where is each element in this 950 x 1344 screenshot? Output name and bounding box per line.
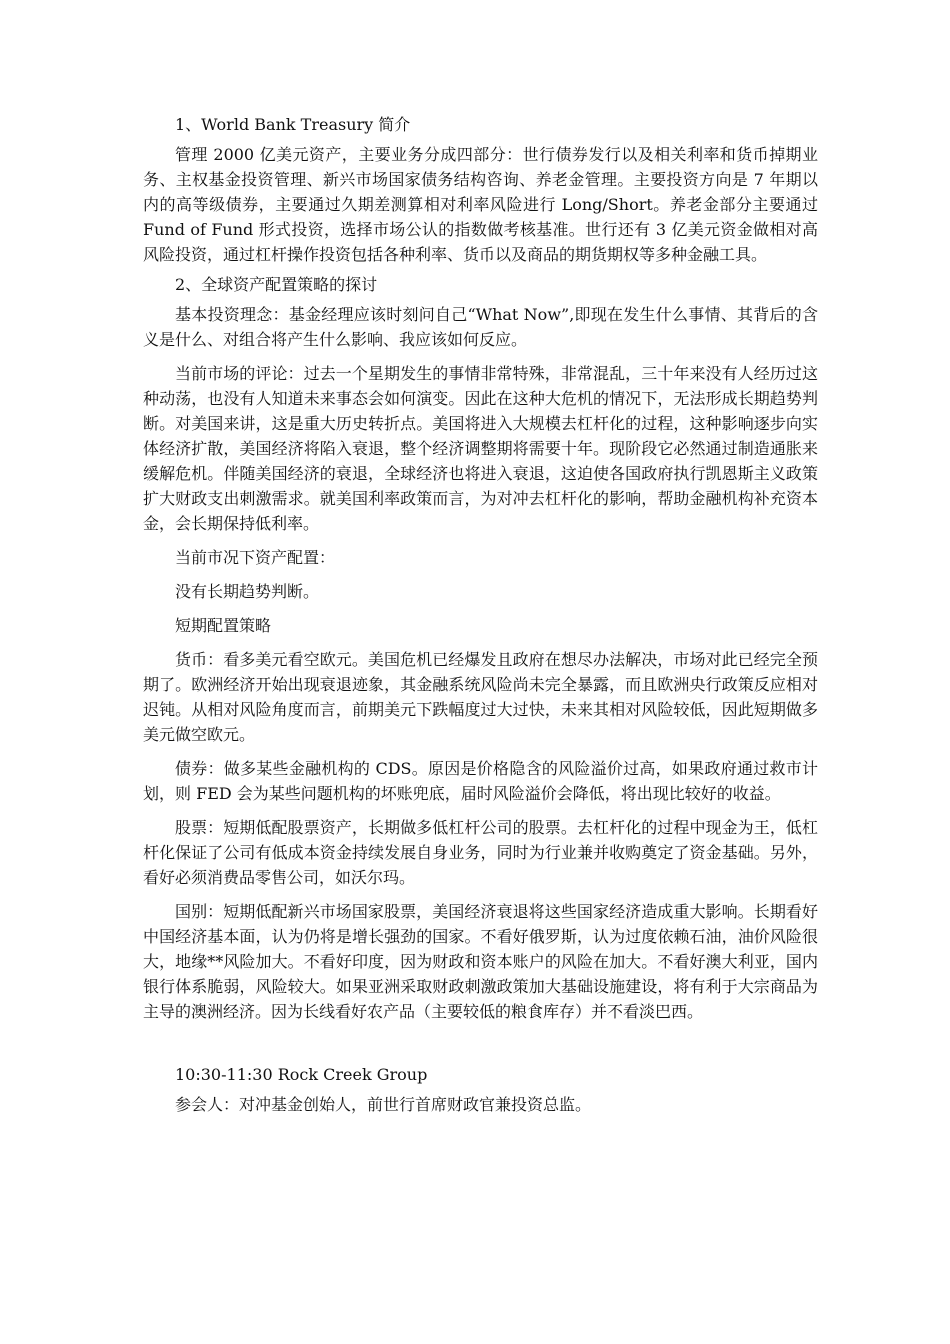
paragraph-treasury-overview: 管理 2000 亿美元资产，主要业务分成四部分：世行债券发行以及相关利率和货币掉期业务、主权基金投资管理、新兴市场国家债务结构咨询、养老金管理。主要投资方向是 7 年期以内的高等级债券，主要通过久期差测算相对利率风险进行 Long/Short。养老金部分主要通过 Fund of Fund 形式投资，选择市场公认的指数做考核基准。世行还有 3 亿美元资金做相对高风险投资，通过杠杆操作投资包括各种利率、货币以及商品的期货期权等多种金融工具。 (143, 145, 818, 264)
section-heading-global-allocation: 2、全球资产配置策略的探讨 (175, 275, 378, 294)
paragraph-short-term-strategy-heading: 短期配置策略 (175, 616, 272, 635)
paragraph-participants: 参会人：对冲基金创始人，前世行首席财政官兼投资总监。 (175, 1095, 592, 1114)
paragraph-countries: 国别：短期低配新兴市场国家股票，美国经济衰退将这些国家经济造成重大影响。长期看好中国经济基本面，认为仍将是增长强劲的国家。不看好俄罗斯，认为过度依赖石油，油价风险很大，地缘**风险加大。不看好印度，因为财政和资本账户的风险在加大。不看好澳大利亚，国内银行体系脆弱，风险较大。如果亚洲采取财政刺激政策加大基础设施建设，将有利于大宗商品为主导的澳洲经济。因为长线看好农产品（主要较低的粮食库存）并不看淡巴西。 (143, 902, 818, 1021)
section-heading-world-bank-treasury: 1、World Bank Treasury 简介 (175, 115, 411, 134)
paragraph-no-long-term-view: 没有长期趋势判断。 (175, 582, 320, 601)
paragraph-currency: 货币：看多美元看空欧元。美国危机已经爆发且政府在想尽办法解决，市场对此已经完全预期了。欧洲经济开始出现衰退迹象，其金融系统风险尚未完全暴露，而且欧洲央行政策反应相对迟钝。从相对风险角度而言，前期美元下跌幅度过大过快，未来其相对风险较低，因此短期做多美元做空欧元。 (143, 650, 818, 744)
paragraph-bonds: 债券：做多某些金融机构的 CDS。原因是价格隐含的风险溢价过高，如果政府通过救市计划，则 FED 会为某些问题机构的坏账兜底，届时风险溢价会降低，将出现比较好的收益。 (143, 759, 818, 803)
paragraph-investment-philosophy: 基本投资理念：基金经理应该时刻问自己“What Now”,即现在发生什么事情、其背后的含义是什么、对组合将产生什么影响、我应该如何反应。 (143, 305, 818, 349)
paragraph-market-commentary: 当前市场的评论：过去一个星期发生的事情非常特殊，非常混乱，三十年来没有人经历过这种动荡，也没有人知道未来事态会如何演变。因此在这种大危机的情况下，无法形成长期趋势判断。对美国来讲，这是重大历史转折点。美国将进入大规模去杠杆化的过程，这种影响逐步向实体经济扩散，美国经济将陷入衰退，整个经济调整期将需要十年。现阶段它必然通过制造通胀来缓解危机。伴随美国经济的衰退，全球经济也将进入衰退，这迫使各国政府执行凯恩斯主义政策扩大财政支出刺激需求。就美国利率政策而言，为对冲去杠杆化的影响，帮助金融机构补充资本金，会长期保持低利率。 (143, 364, 818, 533)
paragraph-current-allocation-heading: 当前市况下资产配置： (175, 548, 336, 567)
paragraph-equities: 股票：短期低配股票资产，长期做多低杠杆公司的股票。去杠杆化的过程中现金为王，低杠杆化保证了公司有低成本资金持续发展自身业务，同时为行业兼并收购奠定了资金基础。另外，看好必须消费品零售公司，如沃尔玛。 (143, 818, 818, 887)
session-heading-rock-creek: 10:30-11:30 Rock Creek Group (175, 1065, 428, 1084)
